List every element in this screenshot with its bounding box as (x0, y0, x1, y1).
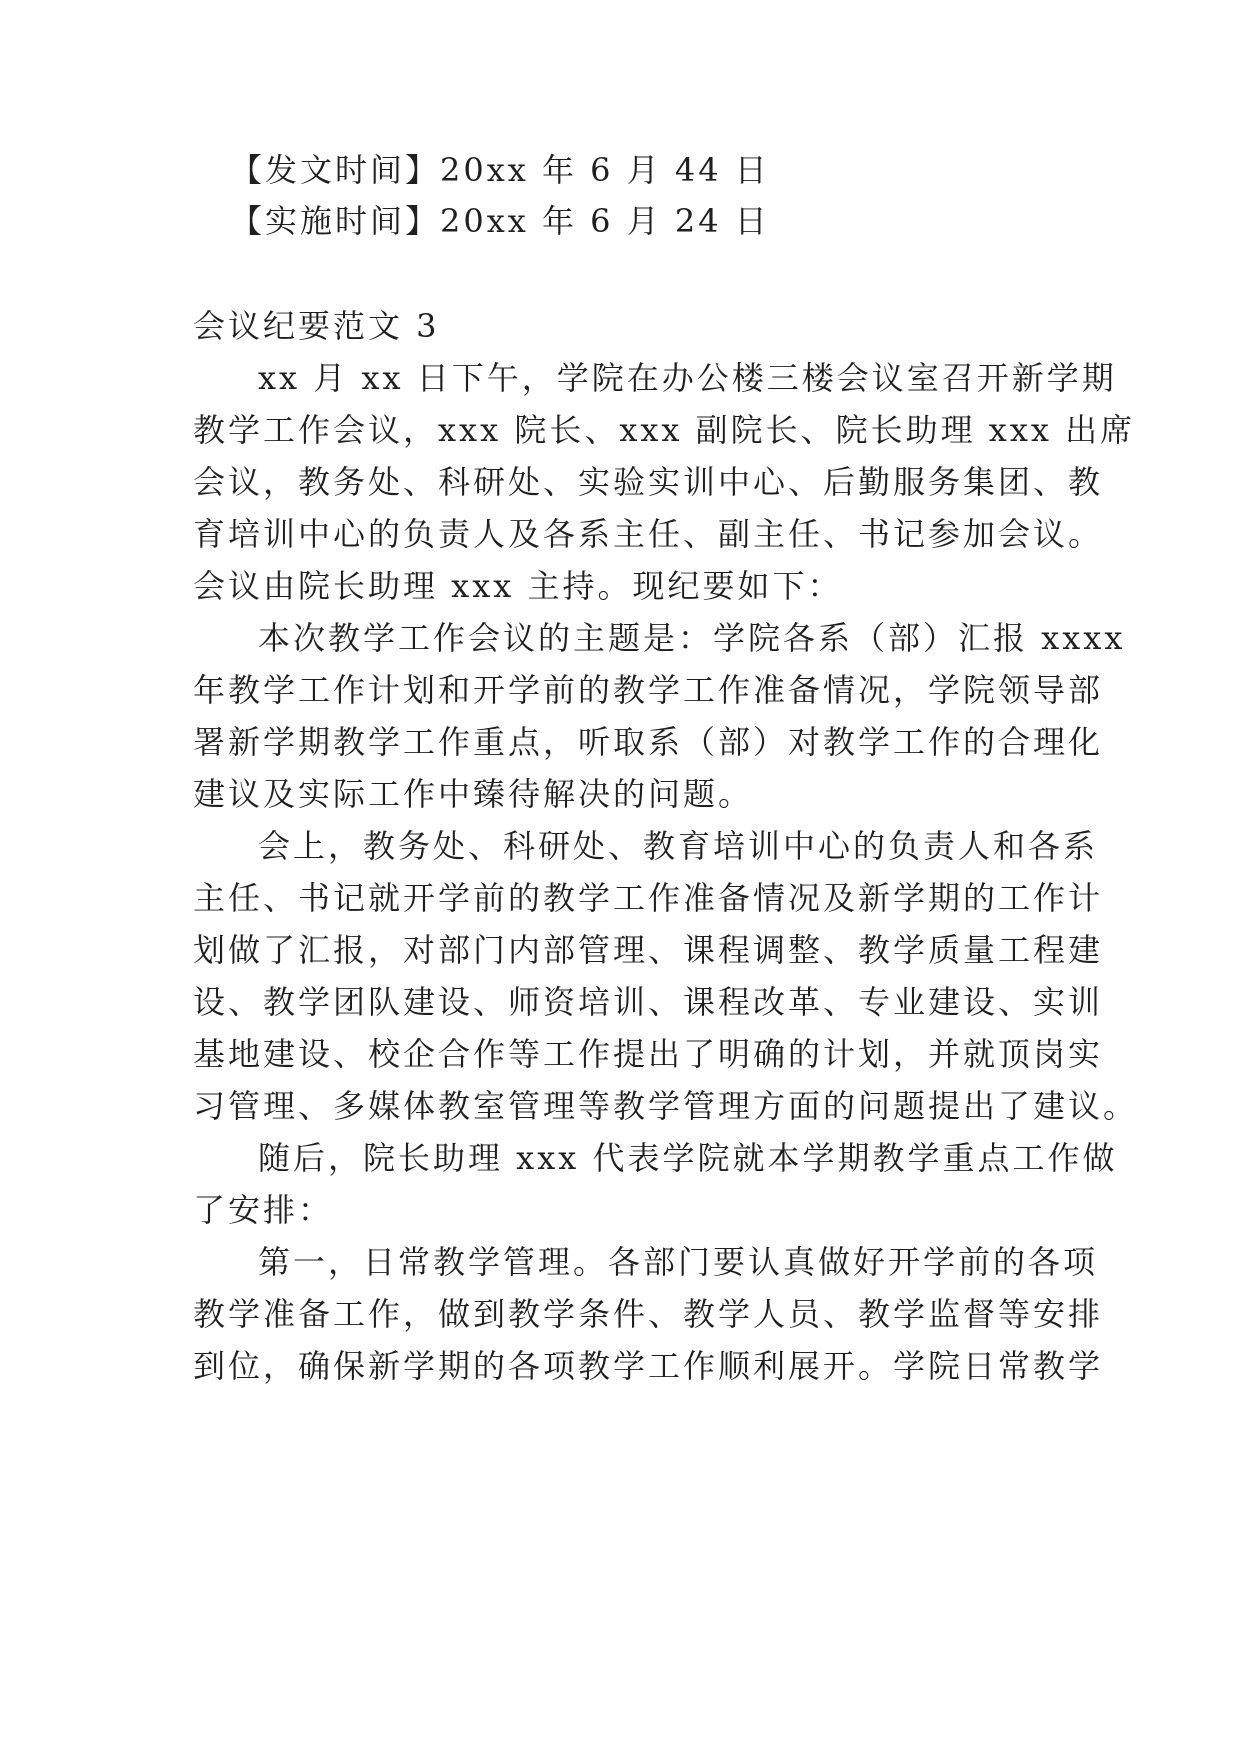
paragraph-line: 了安排： (193, 1191, 334, 1229)
paragraph-line: 习管理、多媒体教室管理等教学管理方面的问题提出了建议。 (193, 1087, 1139, 1125)
issue-date-line: 【发文时间】20xx 年 6 月 44 日 (230, 151, 770, 189)
paragraph-line: 设、教学团队建设、师资培训、课程改革、专业建设、实训 (193, 983, 1104, 1021)
paragraph-line: 基地建设、校企合作等工作提出了明确的计划，并就顶岗实 (193, 1035, 1104, 1073)
paragraph-line: 到位，确保新学期的各项教学工作顺利展开。学院日常教学 (193, 1347, 1104, 1385)
paragraph-line: 教学准备工作，做到教学条件、教学人员、教学监督等安排 (193, 1295, 1104, 1333)
paragraph-line: 育培训中心的负责人及各系主任、副主任、书记参加会议。 (193, 515, 1104, 553)
section-title: 会议纪要范文 3 (193, 307, 440, 345)
effective-date-line: 【实施时间】20xx 年 6 月 24 日 (230, 202, 770, 240)
paragraph-line: 划做了汇报，对部门内部管理、课程调整、教学质量工程建 (193, 931, 1104, 969)
paragraph-line: 本次教学工作会议的主题是：学院各系（部）汇报 xxxx (258, 619, 1126, 657)
paragraph-line: 会上，教务处、科研处、教育培训中心的负责人和各系 (258, 827, 1099, 865)
paragraph-line: 会议，教务处、科研处、实验实训中心、后勤服务集团、教 (193, 463, 1104, 501)
paragraph-line: 会议由院长助理 xxx 主持。现纪要如下： (193, 567, 843, 605)
paragraph-line: 建议及实际工作中臻待解决的问题。 (193, 775, 754, 813)
paragraph-line: 第一，日常教学管理。各部门要认真做好开学前的各项 (258, 1243, 1099, 1281)
paragraph-line: xx 月 xx 日下午，学院在办公楼三楼会议室召开新学期 (258, 359, 1117, 397)
paragraph-line: 署新学期教学工作重点，听取系（部）对教学工作的合理化 (193, 723, 1104, 761)
paragraph-line: 年教学工作计划和开学前的教学工作准备情况，学院领导部 (193, 671, 1104, 709)
paragraph-line: 主任、书记就开学前的教学工作准备情况及新学期的工作计 (193, 879, 1104, 917)
paragraph-line: 教学工作会议，xxx 院长、xxx 副院长、院长助理 xxx 出席 (193, 411, 1136, 449)
paragraph-line: 随后，院长助理 xxx 代表学院就本学期教学重点工作做 (258, 1139, 1118, 1177)
